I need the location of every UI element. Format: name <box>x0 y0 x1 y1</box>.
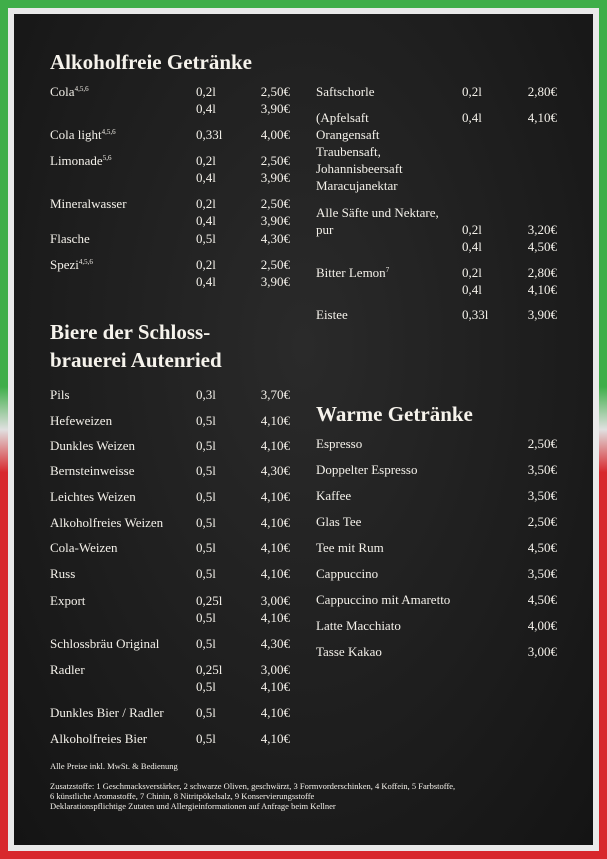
item-name: Espresso <box>316 436 363 451</box>
item-name: Hefeweizen <box>50 413 113 428</box>
section-title-warme: Warme Getränke <box>316 402 473 426</box>
item-name: Mineralwasser <box>50 196 127 211</box>
item-size: 0,5l <box>196 636 216 651</box>
item-price: 3,00€ <box>260 593 290 608</box>
item-size: 0,5l <box>196 540 216 555</box>
item-name: Johannisbeersaft <box>316 161 403 176</box>
item-name: Saftschorle <box>316 84 375 99</box>
item-size: 0,5l <box>196 489 216 504</box>
item-size: 0,4l <box>462 110 482 125</box>
item-price: 4,10€ <box>260 705 290 720</box>
item-name: Tee mit Rum <box>316 540 384 555</box>
item-size: 0,4l <box>462 239 482 254</box>
item-price: 2,50€ <box>527 436 557 451</box>
item-name: Eistee <box>316 307 348 322</box>
item-size: 0,5l <box>196 679 216 694</box>
footer-additives-2: 6 künstliche Aromastoffe, 7 Chinin, 8 Nitritpökelsalz, 9 Konservierungsstoffe <box>50 791 315 801</box>
item-name: Cola-Weizen <box>50 540 118 555</box>
item-name: Cola$^{4,5,6}$ <box>50 84 89 99</box>
item-size: 0,4l <box>462 282 482 297</box>
item-price: 3,90€ <box>260 101 290 116</box>
item-name: Traubensaft, <box>316 144 381 159</box>
item-name: Tasse Kakao <box>316 644 382 659</box>
item-price: 3,90€ <box>527 307 557 322</box>
item-size: 0,2l <box>196 84 216 99</box>
additive-numbers: 5,6 <box>102 154 112 162</box>
additive-numbers: 7 <box>385 266 390 274</box>
item-price: 4,10€ <box>260 438 290 453</box>
item-price: 4,10€ <box>260 679 290 694</box>
item-name: Radler <box>50 662 85 677</box>
item-size: 0,5l <box>196 610 216 625</box>
item-name: Flasche <box>50 231 90 246</box>
item-size: 0,33l <box>196 127 223 142</box>
item-price: 4,10€ <box>260 540 290 555</box>
item-price: 2,50€ <box>260 153 290 168</box>
item-price: 2,50€ <box>527 514 557 529</box>
footer-allergy-note: Deklarationspflichtige Zutaten und Allergieinformationen auf Anfrage beim Kellner <box>50 801 336 811</box>
section-title-biere-line1: Biere der Schloss- <box>50 320 211 344</box>
item-size: 0,5l <box>196 731 216 746</box>
item-size: 0,2l <box>196 196 216 211</box>
item-name: Dunkles Weizen <box>50 438 135 453</box>
item-name: Bitter Lemon$^7$ <box>316 265 390 280</box>
item-name: Latte Macchiato <box>316 618 401 633</box>
item-price: 3,50€ <box>527 462 557 477</box>
section-title-biere-line2: brauerei Autenried <box>50 348 222 372</box>
item-price: 4,50€ <box>527 239 557 254</box>
footer-additives-1: Zusatzstoffe: 1 Geschmacksverstärker, 2 schwarze Oliven, geschwärzt, 3 Formvorderschinken, 4 Koffein, 5 Farbstoffe, <box>50 781 456 791</box>
item-price: 4,50€ <box>527 592 557 607</box>
item-size: 0,25l <box>196 593 223 608</box>
item-price: 3,50€ <box>527 488 557 503</box>
item-size: 0,5l <box>196 463 216 478</box>
item-name: Cola light$^{4,5,6}$ <box>50 127 116 142</box>
item-name: Limonade$^{5,6}$ <box>50 153 112 168</box>
item-size: 0,2l <box>462 84 482 99</box>
item-name: Leichtes Weizen <box>50 489 136 504</box>
item-size: 0,4l <box>196 101 216 116</box>
item-price: 4,50€ <box>527 540 557 555</box>
footer-prices-note: Alle Preise inkl. MwSt. & Bedienung <box>50 761 178 771</box>
item-price: 4,10€ <box>260 731 290 746</box>
item-price: 4,10€ <box>527 110 557 125</box>
item-name: Spezi$^{4,5,6}$ <box>50 257 93 272</box>
item-price: 3,90€ <box>260 213 290 228</box>
item-name: Doppelter Espresso <box>316 462 418 477</box>
item-price: 4,10€ <box>260 413 290 428</box>
item-name: pur <box>316 222 334 237</box>
item-price: 4,10€ <box>260 515 290 530</box>
item-name: Dunkles Bier / Radler <box>50 705 164 720</box>
item-size: 0,5l <box>196 413 216 428</box>
additive-numbers: 4,5,6 <box>78 258 93 266</box>
item-name: Export <box>50 593 86 608</box>
item-size: 0,4l <box>196 170 216 185</box>
item-name: (Apfelsaft <box>316 110 369 125</box>
item-price: 4,10€ <box>527 282 557 297</box>
item-name: Cappuccino <box>316 566 379 581</box>
item-price: 4,00€ <box>527 618 557 633</box>
item-size: 0,2l <box>196 257 216 272</box>
item-name: Orangensaft <box>316 127 380 142</box>
item-price: 3,90€ <box>260 274 290 289</box>
item-price: 4,30€ <box>260 636 290 651</box>
item-size: 0,5l <box>196 515 216 530</box>
item-name: Maracujanektar <box>316 178 398 193</box>
item-size: 0,2l <box>462 265 482 280</box>
item-price: 3,50€ <box>527 566 557 581</box>
item-price: 2,50€ <box>260 84 290 99</box>
item-price: 4,10€ <box>260 489 290 504</box>
item-price: 3,90€ <box>260 170 290 185</box>
item-size: 0,5l <box>196 566 216 581</box>
item-name: Alle Säfte und Nektare, <box>316 205 439 220</box>
additive-numbers: 4,5,6 <box>74 85 89 93</box>
item-size: 0,2l <box>462 222 482 237</box>
item-size: 0,33l <box>462 307 489 322</box>
item-size: 0,4l <box>196 213 216 228</box>
item-name: Glas Tee <box>316 514 362 529</box>
item-price: 2,80€ <box>527 84 557 99</box>
item-price: 3,00€ <box>260 662 290 677</box>
item-size: 0,5l <box>196 231 216 246</box>
item-name: Alkoholfreies Weizen <box>50 515 164 530</box>
item-size: 0,5l <box>196 705 216 720</box>
item-price: 3,70€ <box>260 387 290 402</box>
item-size: 0,25l <box>196 662 223 677</box>
item-name: Schlossbräu Original <box>50 636 160 651</box>
item-name: Bernsteinweisse <box>50 463 135 478</box>
item-size: 0,2l <box>196 153 216 168</box>
item-price: 4,30€ <box>260 231 290 246</box>
section-title-alkoholfrei: Alkoholfreie Getränke <box>50 50 253 74</box>
item-name: Alkoholfreies Bier <box>50 731 148 746</box>
item-price: 4,10€ <box>260 566 290 581</box>
item-name: Russ <box>50 566 76 581</box>
additive-numbers: 4,5,6 <box>101 128 116 136</box>
item-name: Cappuccino mit Amaretto <box>316 592 451 607</box>
item-size: 0,3l <box>196 387 216 402</box>
item-size: 0,5l <box>196 438 216 453</box>
item-size: 0,4l <box>196 274 216 289</box>
item-price: 2,50€ <box>260 196 290 211</box>
item-name: Kaffee <box>316 488 352 503</box>
item-price: 2,50€ <box>260 257 290 272</box>
item-price: 4,10€ <box>260 610 290 625</box>
item-price: 3,20€ <box>527 222 557 237</box>
item-name: Pils <box>50 387 70 402</box>
item-price: 4,00€ <box>260 127 290 142</box>
item-price: 4,30€ <box>260 463 290 478</box>
item-price: 3,00€ <box>527 644 557 659</box>
item-price: 2,80€ <box>527 265 557 280</box>
